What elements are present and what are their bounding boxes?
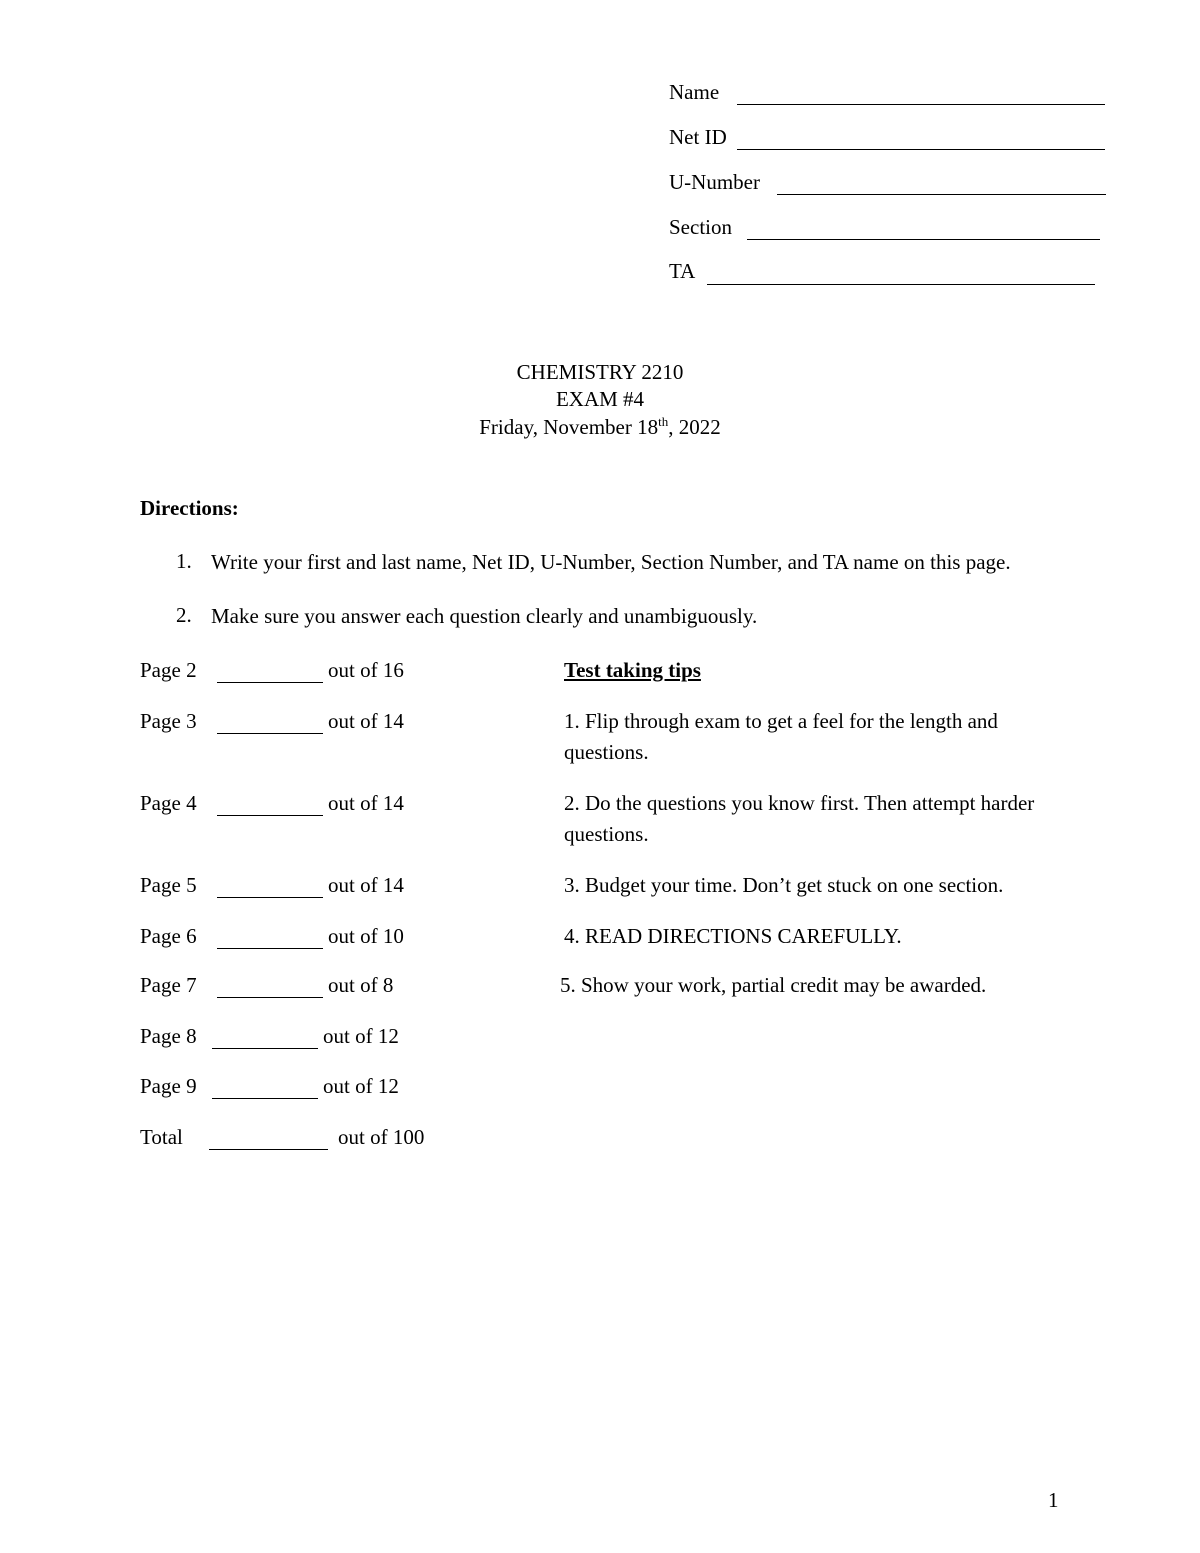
section-label: Section bbox=[669, 215, 732, 239]
tips-heading: Test taking tips bbox=[564, 658, 701, 682]
exam-date-main: Friday, November 18 bbox=[479, 415, 659, 439]
name-field[interactable] bbox=[737, 104, 1105, 105]
tip-item: 1. Flip through exam to get a feel for the length and questions. bbox=[564, 709, 998, 764]
exam-date bbox=[0, 414, 1200, 440]
unumber-field[interactable] bbox=[777, 194, 1106, 195]
netid-field[interactable] bbox=[737, 149, 1105, 150]
score-page-label: Page 4 bbox=[140, 791, 197, 815]
page-number: 1 bbox=[1048, 1488, 1059, 1512]
tip-item: 2. Do the questions you know first. Then attempt harder questions. bbox=[564, 791, 1035, 846]
exam-date-year: , 2022 bbox=[668, 415, 721, 439]
ta-field[interactable] bbox=[707, 284, 1095, 285]
netid-label: Net ID bbox=[669, 125, 727, 149]
score-out-of: out of 12 bbox=[323, 1074, 399, 1098]
direction-number: 2. bbox=[176, 603, 192, 627]
score-out-of: out of 14 bbox=[328, 791, 404, 815]
score-blank[interactable] bbox=[217, 733, 323, 734]
score-blank[interactable] bbox=[217, 815, 323, 816]
score-out-of: out of 8 bbox=[328, 973, 394, 997]
course-title: CHEMISTRY 2210 bbox=[516, 360, 684, 384]
score-out-of: out of 12 bbox=[323, 1024, 399, 1048]
direction-text: Make sure you answer each question clearly and unambiguously. bbox=[211, 604, 758, 628]
score-blank[interactable] bbox=[212, 1048, 318, 1049]
score-blank[interactable] bbox=[212, 1098, 318, 1099]
score-out-of: out of 14 bbox=[328, 709, 404, 733]
direction-text: Write your first and last name, Net ID, U-Number, Section Number, and TA name on this page. bbox=[211, 550, 1011, 574]
score-out-of: out of 16 bbox=[328, 658, 404, 682]
score-blank[interactable] bbox=[217, 897, 323, 898]
score-out-of: out of 14 bbox=[328, 873, 404, 897]
tip-item: 5. Show your work, partial credit may be awarded. bbox=[560, 973, 987, 997]
score-page-label: Page 3 bbox=[140, 709, 197, 733]
ta-label: TA bbox=[669, 259, 696, 283]
exam-date-sup: th bbox=[658, 414, 669, 429]
score-out-of: out of 10 bbox=[328, 924, 404, 948]
score-page-label: Page 6 bbox=[140, 924, 197, 948]
score-total-label: Total bbox=[140, 1125, 183, 1149]
score-page-label: Page 7 bbox=[140, 973, 197, 997]
score-page-label: Page 9 bbox=[140, 1074, 197, 1098]
score-blank[interactable] bbox=[217, 682, 323, 683]
section-field[interactable] bbox=[747, 239, 1100, 240]
exam-title: EXAM #4 bbox=[555, 387, 645, 411]
score-blank[interactable] bbox=[217, 948, 323, 949]
unumber-label: U-Number bbox=[669, 170, 760, 194]
score-total-out-of: out of 100 bbox=[338, 1125, 425, 1149]
direction-number: 1. bbox=[176, 549, 192, 573]
score-page-label: Page 2 bbox=[140, 658, 197, 682]
score-blank[interactable] bbox=[217, 997, 323, 998]
score-total-blank[interactable] bbox=[209, 1149, 328, 1150]
name-label: Name bbox=[669, 80, 720, 104]
directions-heading: Directions: bbox=[140, 496, 239, 520]
score-page-label: Page 5 bbox=[140, 873, 197, 897]
tip-item: 3. Budget your time. Don’t get stuck on one section. bbox=[564, 873, 1004, 897]
tip-item: 4. READ DIRECTIONS CAREFULLY. bbox=[564, 924, 902, 948]
score-page-label: Page 8 bbox=[140, 1024, 197, 1048]
